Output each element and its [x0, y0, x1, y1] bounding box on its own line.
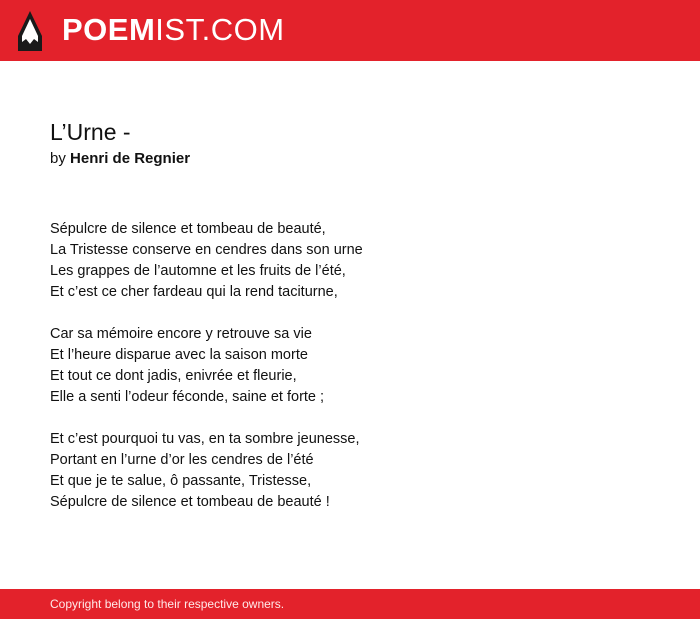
- poem-line: Et tout ce dont jadis, enivrée et fleurie,: [50, 368, 297, 384]
- site-header: [0, 0, 700, 61]
- poem-line: Sépulcre de silence et tombeau de beauté,: [50, 221, 326, 237]
- logo-light-text: IST.COM: [155, 12, 285, 47]
- copyright-notice: Copyright belong to their respective owners.: [50, 597, 285, 611]
- poem-line: Les grappes de l’automne et les fruits de l’été,: [50, 263, 346, 279]
- poem-line: Et c’est ce cher fardeau qui la rend taciturne,: [50, 284, 338, 300]
- author-name: Henri de Regnier: [70, 150, 191, 167]
- poem-line: La Tristesse conserve en cendres dans son urne: [50, 242, 363, 258]
- poem-line: Et l’heure disparue avec la saison morte: [50, 347, 308, 363]
- by-label: by: [50, 150, 66, 167]
- pencil-icon[interactable]: [17, 10, 43, 52]
- stanza: [50, 219, 650, 303]
- poem-line: Et c’est pourquoi tu vas, en ta sombre jeunesse,: [50, 431, 360, 447]
- poem-line: Sépulcre de silence et tombeau de beauté !: [50, 494, 330, 510]
- site-logo[interactable]: [62, 12, 285, 48]
- poem-byline: [50, 149, 190, 169]
- site-footer: [0, 589, 700, 619]
- poem-body: [50, 219, 650, 534]
- logo-bold-text: POEM: [62, 12, 156, 47]
- poem-line: Elle a senti l’odeur féconde, saine et forte ;: [50, 389, 325, 405]
- poem-line: Et que je te salue, ô passante, Tristesse,: [50, 473, 312, 489]
- poem-line: Portant en l’urne d’or les cendres de l’été: [50, 452, 314, 468]
- poem-title: L’Urne -: [50, 119, 131, 145]
- stanza: [50, 429, 650, 513]
- stanza: [50, 324, 650, 408]
- poem-line: Car sa mémoire encore y retrouve sa vie: [50, 326, 312, 342]
